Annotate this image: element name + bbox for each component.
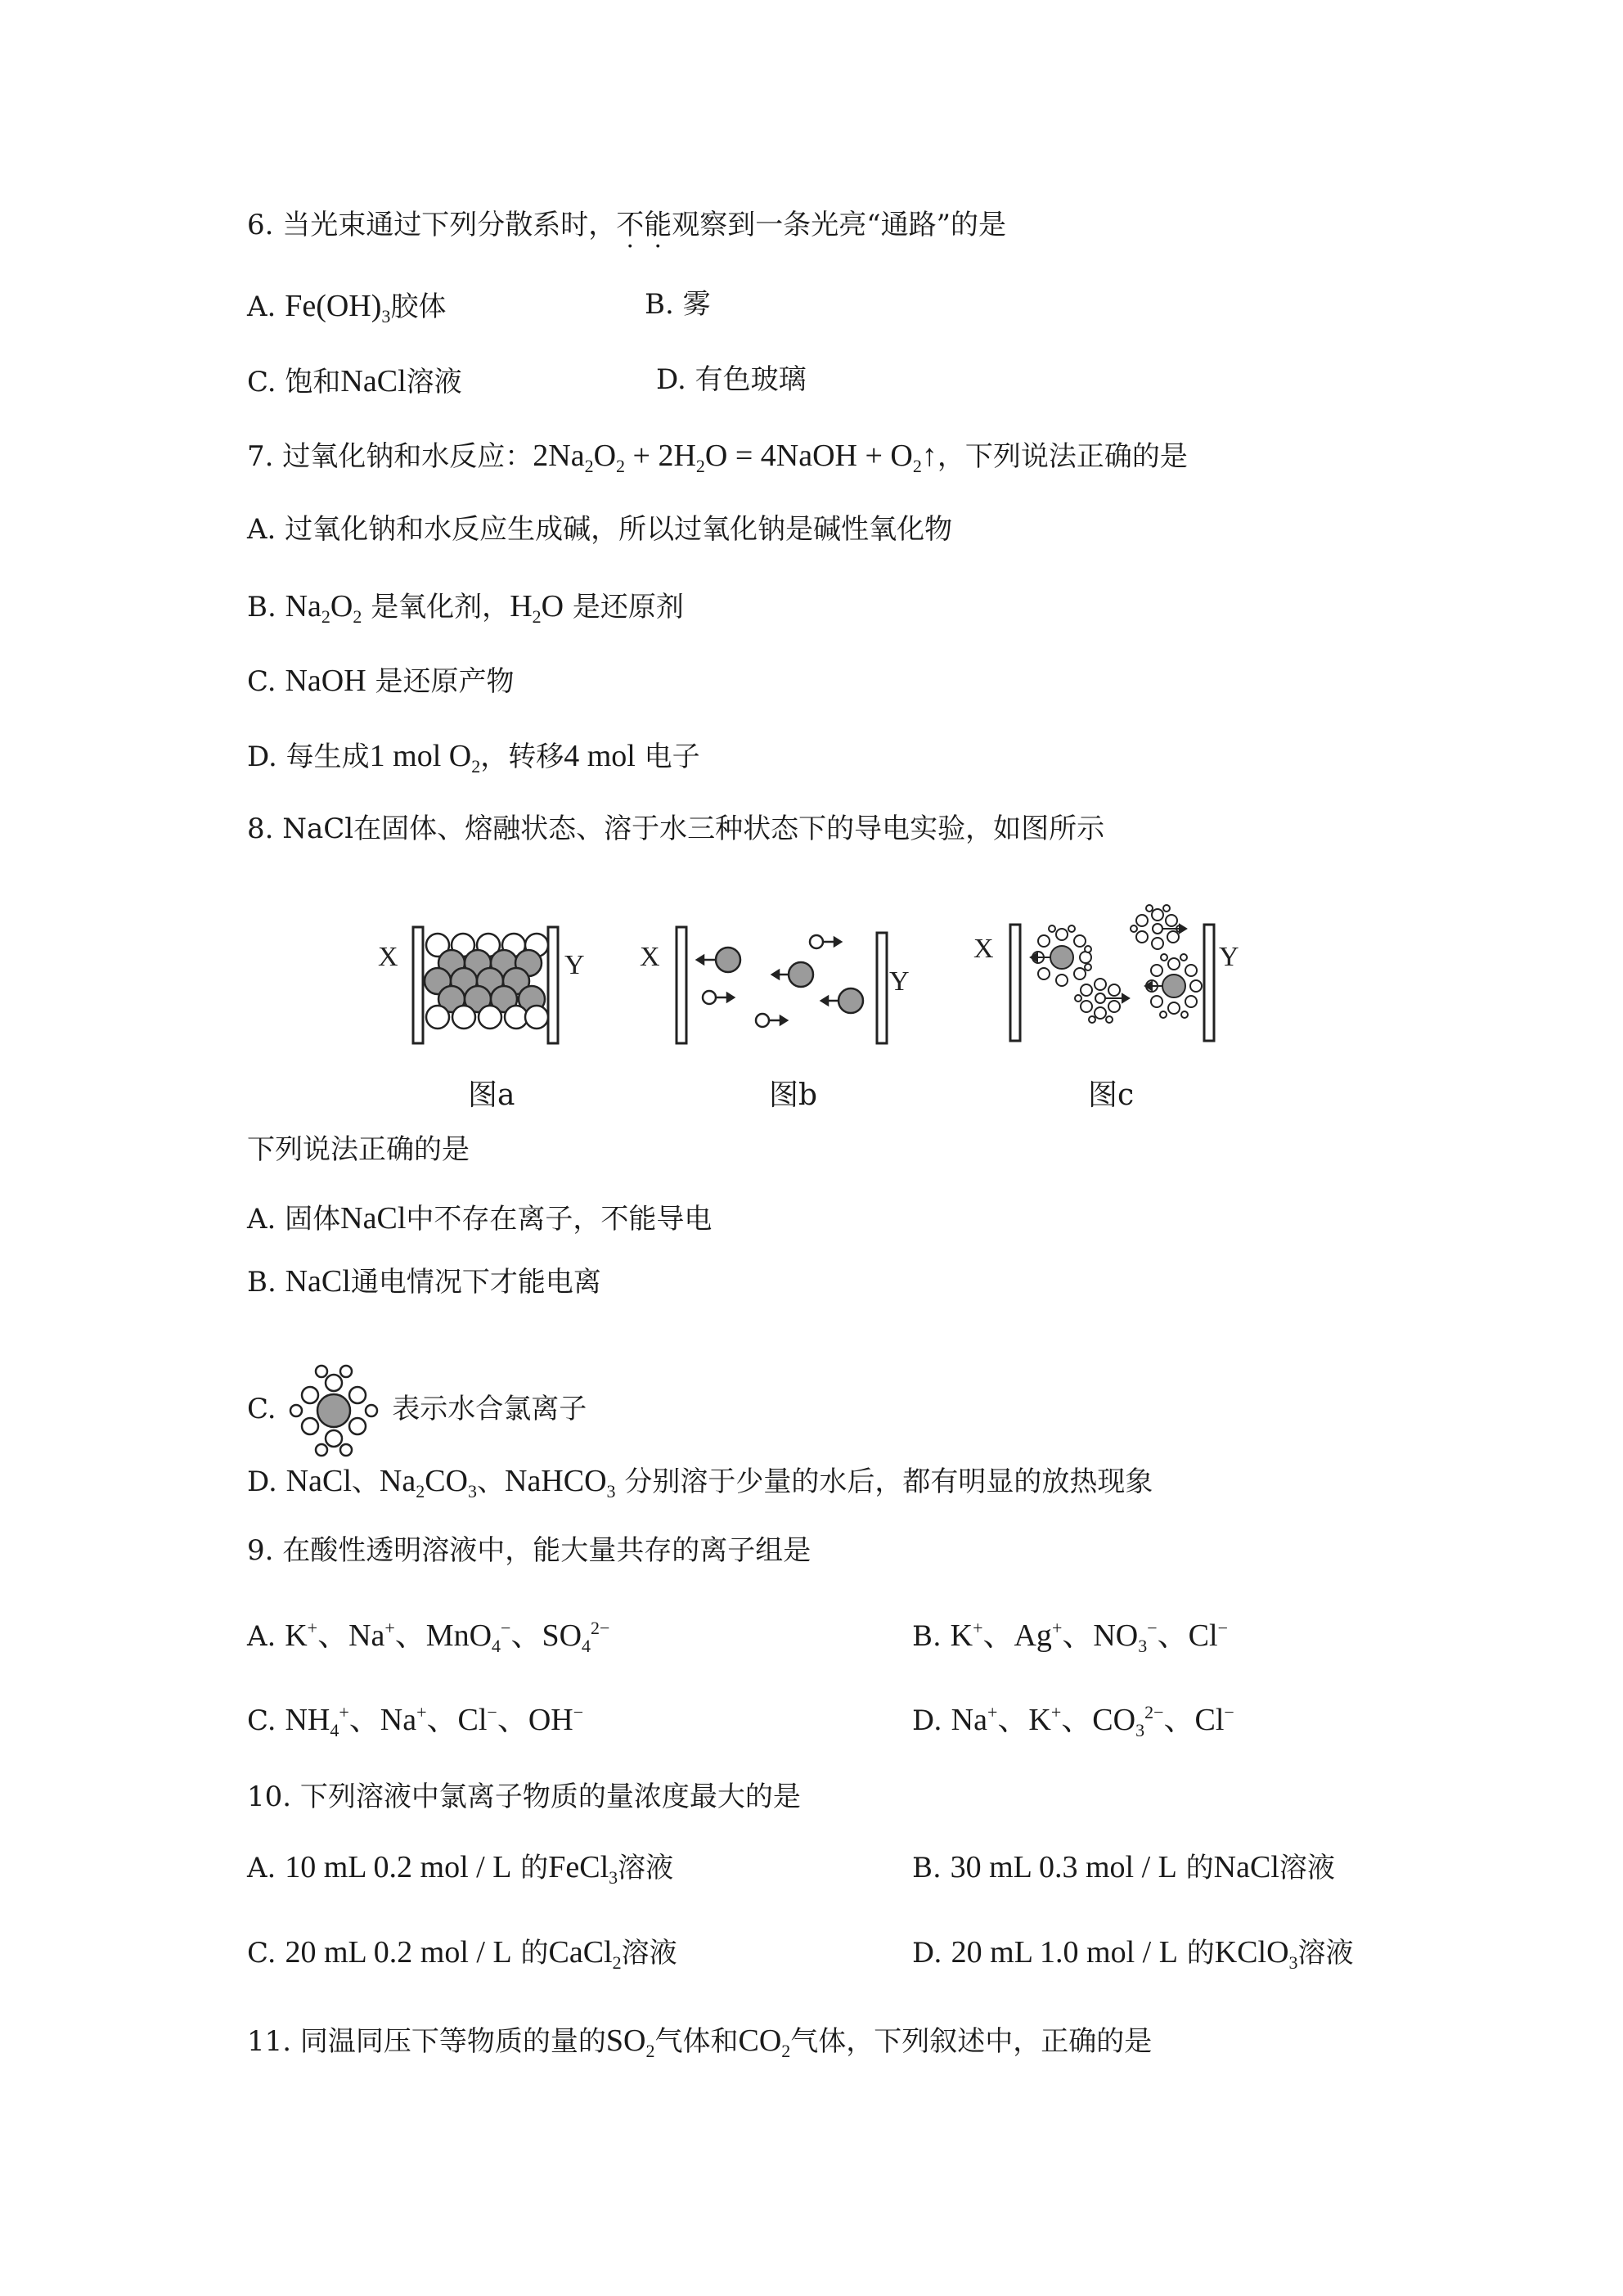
hydrated-ion-icon — [285, 1362, 383, 1460]
q6-option-d: D. 有色玻璃 — [656, 363, 807, 396]
q7-stem: 7. 过氧化钠和水反应：$2Na_2O_2 + 2H_2O$ = 4NaOH + $O_2↑$，下列说法正确的是 — [247, 439, 1188, 476]
q7-option-c: C. NaOH 是还原产物 — [247, 664, 515, 698]
q7-option-d: D. 每生成1 mol $O_2$，转移4 mol 电子 — [247, 739, 700, 777]
figure-c-caption: 图c — [1088, 1078, 1135, 1112]
figure-c-diagram — [973, 892, 1252, 1056]
q11-stem: 11. 同温同压下等物质的量的$SO_2$气体和$CO_2$气体，下列叙述中，正确的是 — [247, 2024, 1153, 2061]
q10-option-a: A. 10 mL 0.2 mol / L 的FeCl$_3$溶液 — [247, 1850, 674, 1888]
q8-option-d: D. NaCl、$Na_2CO_3$、NaHCO$_3$ 分别溶于少量的水后，都有明显的放热现象 — [247, 1464, 1153, 1501]
q10-stem: 10. 下列溶液中氯离子物质的量浓度最大的是 — [247, 1781, 801, 1813]
electrode-x-label: X — [378, 942, 398, 972]
electrode-x-label: X — [640, 942, 660, 972]
figure-a-caption: 图a — [468, 1078, 515, 1112]
q8-stem: 8. NaCl在固体、熔融状态、溶于水三种状态下的导电实验，如图所示 — [247, 813, 1105, 845]
q8-option-b: B. NaCl通电情况下才能电离 — [247, 1264, 601, 1299]
figure-b-caption: 图b — [769, 1078, 818, 1112]
q9-option-a: A. K+、Na+、MnO$_4$−、$SO_4^{2-}$ — [247, 1618, 610, 1656]
q9-stem: 9. 在酸性透明溶液中，能大量共存的离子组是 — [247, 1534, 812, 1567]
electrode-x-label: X — [973, 934, 994, 964]
q8-option-a: A. 固体NaCl中不存在离子，不能导电 — [247, 1201, 713, 1236]
q9-option-b: B. K+、Ag+、$NO_3^-$、Cl− — [912, 1618, 1228, 1656]
q9-option-c: C. $NH_4^+$、Na+、Cl−、OH− — [247, 1702, 584, 1740]
q8-prompt: 下列说法正确的是 — [247, 1133, 470, 1166]
q7-option-b: B. $Na_2O_2$ 是氧化剂，$H_2O$ 是还原剂 — [247, 589, 684, 627]
q9-option-d: D. Na+、K+、$CO_3^{2-}$、Cl− — [912, 1702, 1234, 1740]
q8-option-c: C. 表示水合氯离子 — [247, 1362, 587, 1460]
figure-b-diagram — [640, 912, 918, 1051]
q7-option-a: A. 过氧化钠和水反应生成碱，所以过氧化钠是碱性氧化物 — [247, 513, 953, 546]
q10-option-c: C. 20 mL 0.2 mol / L 的CaCl$_2$溶液 — [247, 1935, 677, 1973]
electrode-y-label: Y — [889, 966, 910, 997]
electrode-y-label: Y — [1219, 942, 1239, 972]
q6-stem: 6. 当光束通过下列分散系时，不能观察到一条光亮“通路”的是 — [247, 209, 1007, 241]
q6-option-c: C. 饱和NaCl溶液 — [247, 364, 462, 398]
q6-option-a: A. $Fe(OH)_3$胶体 — [247, 289, 447, 326]
q6-option-b: B. 雾 — [645, 288, 711, 321]
q10-option-b: B. 30 mL 0.3 mol / L 的NaCl溶液 — [912, 1850, 1335, 1884]
figure-a-diagram — [376, 912, 589, 1051]
electrode-y-label: Y — [564, 950, 585, 980]
q10-option-d: D. 20 mL 1.0 mol / L 的KClO$_3$溶液 — [912, 1935, 1354, 1973]
